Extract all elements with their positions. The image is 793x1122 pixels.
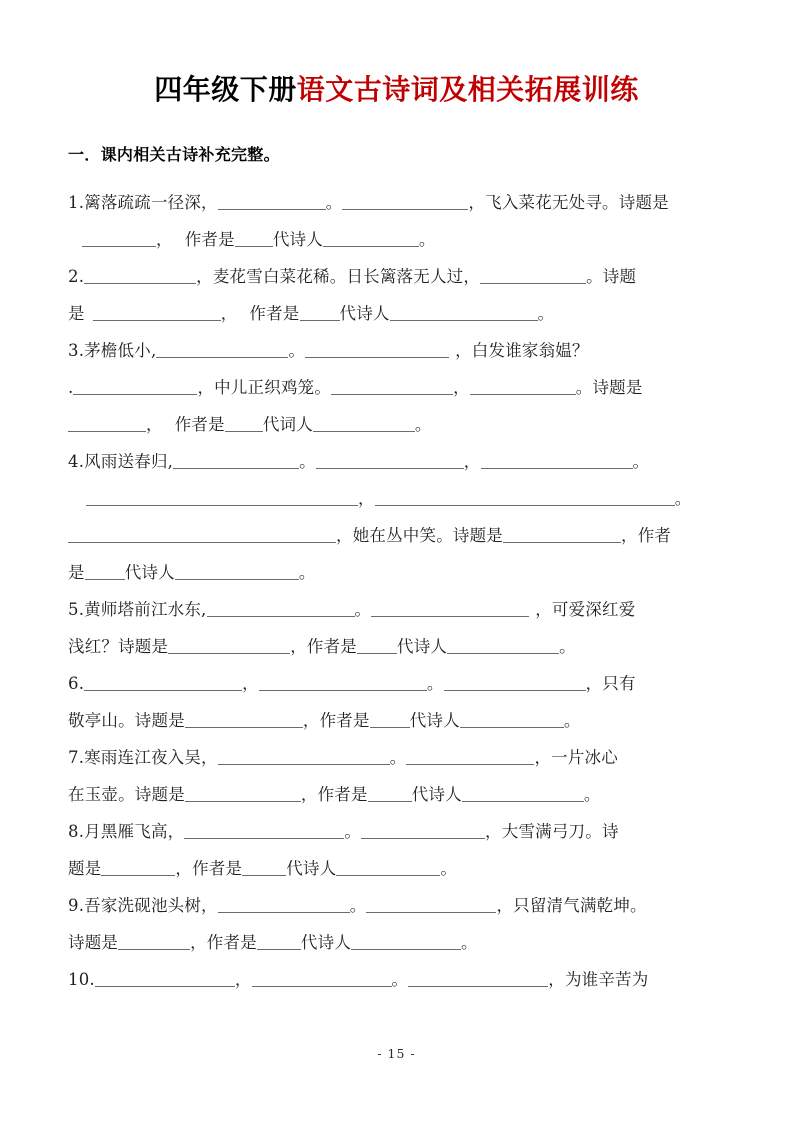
- line-text: 。: [354, 600, 372, 619]
- line-text: ，作者是: [190, 933, 257, 952]
- answer-blank[interactable]: [73, 378, 197, 395]
- line-text: ，作者: [621, 526, 672, 545]
- answer-blank[interactable]: [462, 785, 584, 802]
- answer-blank[interactable]: [460, 711, 564, 728]
- line-text: 是: [68, 563, 85, 582]
- answer-blank[interactable]: [84, 267, 196, 284]
- answer-blank[interactable]: [252, 970, 392, 987]
- line-text: 3.茅檐低小,: [68, 341, 157, 360]
- line-text: ，一片冰心: [534, 748, 618, 767]
- answer-blank[interactable]: [175, 563, 299, 580]
- question-list: [68, 184, 728, 998]
- answer-blank[interactable]: [305, 341, 449, 358]
- line-text: 诗题是: [68, 933, 119, 952]
- line-text: ，为谁辛苦为: [548, 970, 649, 989]
- question-line: [68, 813, 728, 850]
- line-text: 代诗人: [411, 785, 462, 804]
- line-text: 。: [325, 193, 343, 212]
- line-text: ，: [220, 304, 238, 323]
- answer-blank[interactable]: [361, 822, 485, 839]
- question-line: [68, 480, 728, 517]
- line-text: ，飞入菜花无处寻。诗题是: [468, 193, 669, 212]
- question-line: [68, 628, 728, 665]
- line-text: ，中儿正织鸡笼。: [197, 378, 332, 397]
- line-text: 。: [288, 341, 306, 360]
- line-text: ，作者是: [302, 711, 370, 730]
- line-text: 浅红？诗题是: [68, 637, 169, 656]
- line-text: ，: [156, 230, 173, 249]
- answer-blank[interactable]: [82, 230, 156, 247]
- line-text: 6.: [68, 674, 85, 693]
- question-line: [68, 665, 728, 702]
- line-text: ，可爱深红爱: [535, 600, 636, 619]
- line-text: 2.: [68, 267, 85, 286]
- line-text: ，大雪满弓刀。诗: [485, 822, 619, 841]
- line-text: ，白发谁家翁媪？: [455, 341, 589, 360]
- line-text: 。: [559, 637, 576, 656]
- question-line: [68, 924, 728, 961]
- line-text: ，: [242, 674, 259, 693]
- line-text: 。: [299, 452, 316, 471]
- question-line: [68, 295, 728, 332]
- line-text: 8.月黑雁飞高，: [68, 822, 185, 841]
- answer-blank[interactable]: [168, 637, 290, 654]
- line-text: 。: [461, 933, 478, 952]
- line-text: 。: [389, 748, 407, 767]
- line-text: ，她在丛中笑。诗题是: [336, 526, 503, 545]
- line-text: 题是: [68, 859, 102, 878]
- answer-blank[interactable]: [480, 267, 586, 284]
- answer-blank[interactable]: [357, 637, 397, 654]
- line-text: 作者是: [184, 230, 235, 249]
- answer-blank[interactable]: [185, 785, 301, 802]
- line-text: 代诗人: [339, 304, 390, 323]
- question-line: [68, 443, 728, 480]
- answer-blank[interactable]: [85, 563, 125, 580]
- line-text: 。: [414, 415, 432, 434]
- title-black-part: 四年级下册: [154, 73, 297, 106]
- line-text: 。诗题是: [575, 378, 643, 397]
- answer-blank[interactable]: [406, 748, 534, 765]
- line-text: 9.吾家洗砚池头树，: [68, 896, 218, 915]
- question-line: [68, 554, 728, 591]
- answer-blank[interactable]: [257, 933, 301, 950]
- answer-blank[interactable]: [300, 304, 340, 321]
- line-text: ，: [453, 378, 470, 397]
- line-text: ，: [463, 452, 481, 471]
- answer-blank[interactable]: [336, 859, 440, 876]
- line-text: 。: [426, 674, 444, 693]
- line-text: 。诗题: [586, 267, 637, 286]
- answer-blank[interactable]: [368, 785, 412, 802]
- answer-blank[interactable]: [173, 452, 299, 469]
- line-text: 。: [583, 785, 601, 804]
- question-line: [68, 739, 728, 776]
- question-line: [68, 184, 728, 221]
- answer-blank[interactable]: [470, 378, 576, 395]
- line-text: ，: [234, 970, 252, 989]
- answer-blank[interactable]: [68, 415, 146, 432]
- line-text: 代诗人: [124, 563, 175, 582]
- line-text: 敬亭山。诗题是: [68, 711, 185, 730]
- answer-blank[interactable]: [259, 674, 427, 691]
- answer-blank[interactable]: [68, 526, 336, 543]
- answer-blank[interactable]: [447, 637, 559, 654]
- line-text: ，只留清气满乾坤。: [496, 896, 647, 915]
- answer-blank[interactable]: [218, 748, 390, 765]
- answer-blank[interactable]: [323, 230, 419, 247]
- answer-blank[interactable]: [390, 304, 538, 321]
- answer-blank[interactable]: [342, 193, 468, 210]
- line-text: ，: [146, 415, 163, 434]
- line-text: .: [68, 378, 74, 397]
- line-text: ，麦花雪白菜花稀。日长篱落无人过，: [196, 267, 481, 286]
- question-line: [68, 406, 728, 443]
- page-number: - 15 -: [377, 1046, 416, 1061]
- question-line: [68, 258, 728, 295]
- answer-blank[interactable]: [95, 970, 235, 987]
- question-line: [68, 850, 728, 887]
- title-red-part: 语文古诗词及相关拓展训练: [296, 73, 639, 106]
- answer-blank[interactable]: [366, 896, 496, 913]
- line-text: 。: [632, 452, 650, 471]
- line-text: 。: [344, 822, 362, 841]
- page-title: [0, 72, 793, 107]
- answer-blank[interactable]: [481, 452, 633, 469]
- answer-blank[interactable]: [371, 600, 529, 617]
- question-line: [68, 961, 728, 998]
- line-text: 在玉壶。诗题是: [68, 785, 185, 804]
- line-text: 。: [391, 970, 409, 989]
- line-text: 代词人: [262, 415, 313, 434]
- answer-blank[interactable]: [444, 674, 586, 691]
- answer-blank[interactable]: [242, 859, 286, 876]
- question-line: [68, 591, 728, 628]
- line-text: 。: [298, 563, 316, 582]
- question-line: [68, 221, 728, 258]
- answer-blank[interactable]: [351, 933, 461, 950]
- line-text: ，只有: [585, 674, 636, 693]
- line-text: 作者是: [249, 304, 300, 323]
- answer-blank[interactable]: [225, 415, 263, 432]
- answer-blank[interactable]: [86, 489, 358, 506]
- line-text: 10.: [68, 970, 95, 989]
- line-text: 。: [418, 230, 436, 249]
- line-text: 代诗人: [272, 230, 323, 249]
- answer-blank[interactable]: [156, 341, 288, 358]
- line-text: 代诗人: [409, 711, 460, 730]
- line-text: 作者是: [174, 415, 225, 434]
- answer-blank[interactable]: [375, 489, 675, 506]
- answer-blank[interactable]: [316, 452, 464, 469]
- answer-blank[interactable]: [84, 674, 242, 691]
- line-text: 7.寒雨连江夜入吴，: [68, 748, 218, 767]
- answer-blank[interactable]: [93, 304, 221, 321]
- question-line: [68, 332, 728, 369]
- answer-blank[interactable]: [118, 933, 190, 950]
- answer-blank[interactable]: [331, 378, 453, 395]
- answer-blank[interactable]: [408, 970, 548, 987]
- line-text: ，作者是: [290, 637, 358, 656]
- answer-blank[interactable]: [185, 711, 303, 728]
- line-text: 。: [349, 896, 367, 915]
- line-text: 代诗人: [286, 859, 337, 878]
- line-text: 。: [537, 304, 555, 323]
- line-text: 是: [68, 304, 85, 323]
- line-text: 1.篱落疏疏一径深，: [68, 193, 218, 212]
- question-line: [68, 776, 728, 813]
- answer-blank[interactable]: [101, 859, 175, 876]
- answer-blank[interactable]: [503, 526, 621, 543]
- question-line: [68, 887, 728, 924]
- question-line: [68, 369, 728, 406]
- section-heading: 一．课内相关古诗补充完整。: [68, 145, 280, 164]
- line-text: 5.黄师塔前江水东,: [68, 600, 207, 619]
- answer-blank[interactable]: [218, 896, 350, 913]
- answer-blank[interactable]: [313, 415, 415, 432]
- line-text: 4.风雨送春归,: [68, 452, 174, 471]
- line-text: 。: [674, 489, 692, 508]
- answer-blank[interactable]: [207, 600, 355, 617]
- answer-blank[interactable]: [235, 230, 273, 247]
- answer-blank[interactable]: [370, 711, 410, 728]
- question-line: [68, 702, 728, 739]
- answer-blank[interactable]: [218, 193, 326, 210]
- line-text: 代诗人: [300, 933, 352, 952]
- line-text: ，作者是: [175, 859, 243, 878]
- line-text: ，作者是: [300, 785, 368, 804]
- line-text: ，: [358, 489, 375, 508]
- line-text: 。: [440, 859, 458, 878]
- question-line: [68, 517, 728, 554]
- answer-blank[interactable]: [184, 822, 344, 839]
- line-text: 代诗人: [397, 637, 448, 656]
- line-text: 。: [563, 711, 581, 730]
